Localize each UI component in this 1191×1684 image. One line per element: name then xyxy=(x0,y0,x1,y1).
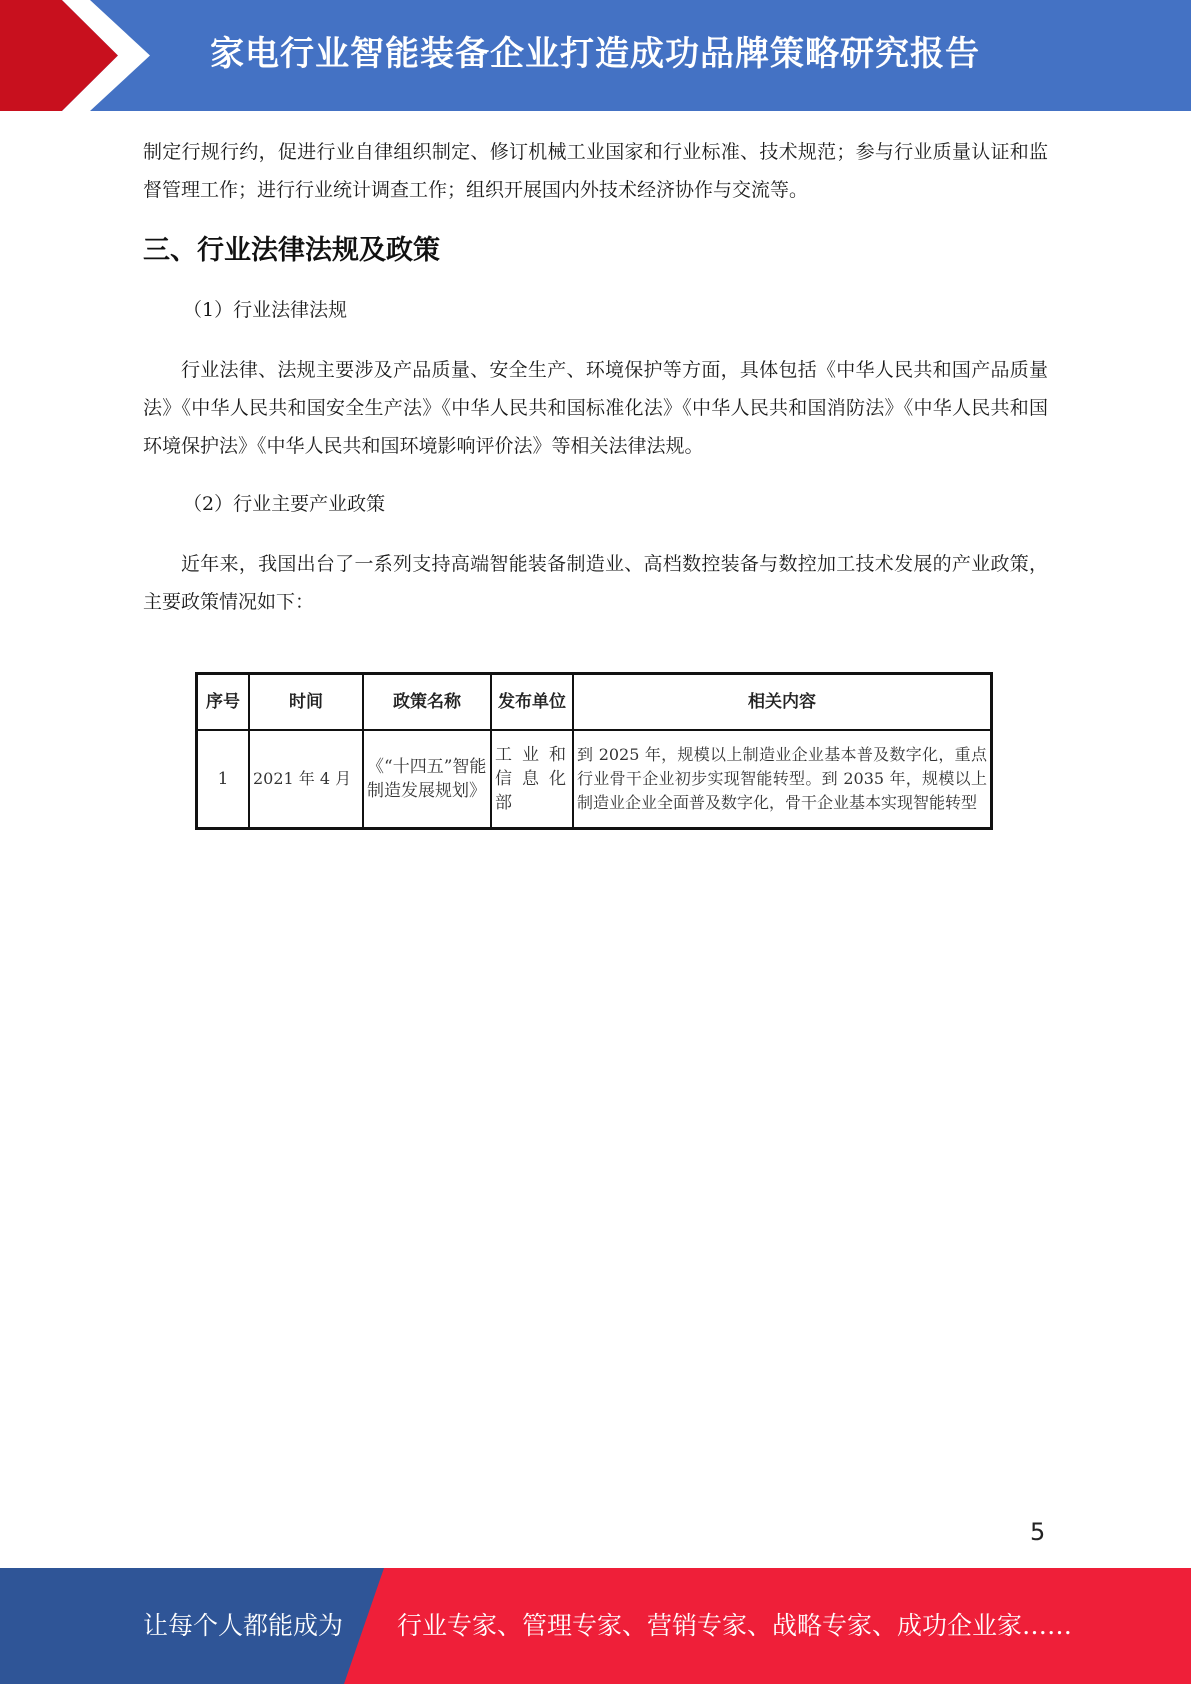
column-header-no: 序号 xyxy=(197,674,250,731)
document-title: 家电行业智能装备企业打造成功品牌策略研究报告 xyxy=(210,34,980,74)
sub-heading-laws: （1）行业法律法规 xyxy=(183,299,348,321)
footer-slogan-list: 行业专家、管理专家、营销专家、战略专家、成功企业家…… xyxy=(397,1611,1073,1640)
footer-banner xyxy=(0,1568,1191,1684)
cell-no: 1 xyxy=(197,730,250,829)
policies-paragraph: 近年来，我国出台了一系列支持高端智能装备制造业、高档数控装备与数控加工技术发展的产业政策，主要政策情况如下： xyxy=(143,553,1048,613)
header-banner xyxy=(0,0,1191,111)
table-header-row xyxy=(197,674,992,731)
page-number: 5 xyxy=(1030,1518,1046,1546)
cell-policy-name: 《“十四五”智能制造发展规划》 xyxy=(363,730,491,829)
column-header-time: 时间 xyxy=(249,674,363,731)
policy-table xyxy=(195,672,993,830)
table-row xyxy=(197,730,992,829)
page-body xyxy=(143,133,1048,621)
cell-content: 到 2025 年，规模以上制造业企业基本普及数字化，重点行业骨干企业初步实现智能转型。到 2035 年，规模以上制造业企业全面普及数字化，骨干企业基本实现智能转型 xyxy=(573,730,992,829)
sub-heading-policies: （2）行业主要产业政策 xyxy=(183,493,386,515)
laws-paragraph: 行业法律、法规主要涉及产品质量、安全生产、环境保护等方面，具体包括《中华人民共和国产品质量法》《中华人民共和国安全生产法》《中华人民共和国标准化法》《中华人民共和国消防法》《中华人民共和国环境保护法》《中华人民共和国环境影响评价法》等相关法律法规。 xyxy=(143,359,1048,457)
column-header-name: 政策名称 xyxy=(363,674,491,731)
column-header-content: 相关内容 xyxy=(573,674,992,731)
column-header-unit: 发布单位 xyxy=(491,674,573,731)
cell-issuer: 工业和信息化部 xyxy=(491,730,573,829)
cell-time: 2021 年 4 月 xyxy=(249,730,363,829)
footer-slogan-lead: 让每个人都能成为 xyxy=(143,1611,344,1640)
intro-paragraph: 制定行规行约，促进行业自律组织制定、修订机械工业国家和行业标准、技术规范；参与行业质量认证和监督管理工作；进行行业统计调查工作；组织开展国内外技术经济协作与交流等。 xyxy=(143,141,1048,201)
header-arrow-accent xyxy=(0,0,160,111)
section-heading: 三、行业法律法规及政策 xyxy=(143,235,440,266)
